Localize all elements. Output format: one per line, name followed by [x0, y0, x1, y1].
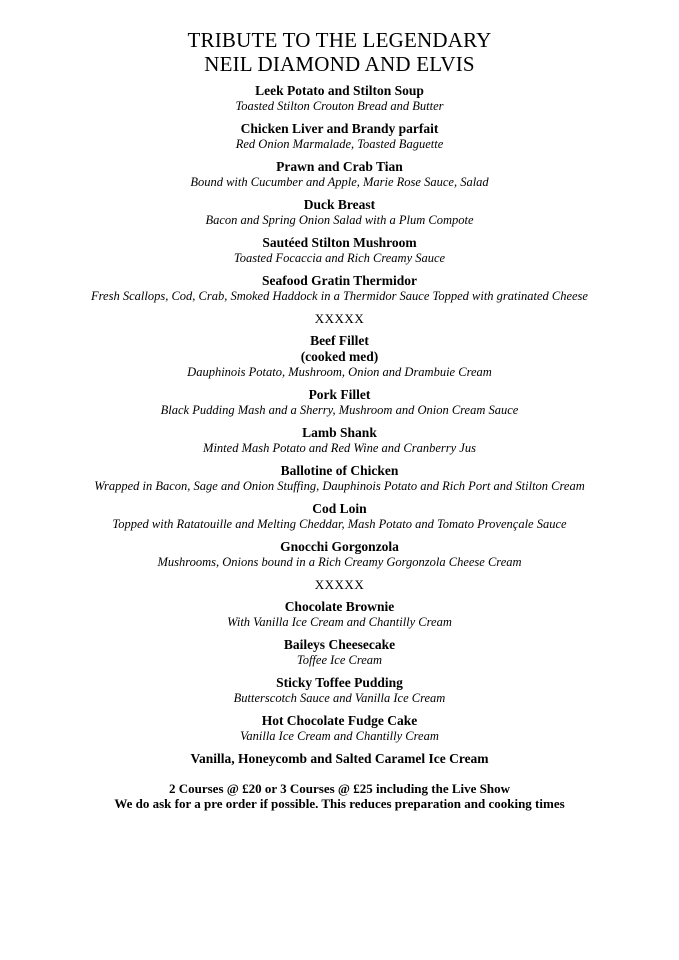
menu-item-note: (cooked med) — [300, 349, 379, 364]
menu-footer — [0, 781, 679, 811]
menu-item-name: Hot Chocolate Fudge Cake — [261, 713, 418, 728]
menu-item-name: Cod Loin — [312, 501, 367, 516]
mains-section — [0, 333, 679, 570]
menu-item — [0, 273, 679, 304]
menu-item-name: Ballotine of Chicken — [280, 463, 399, 478]
menu-item — [0, 713, 679, 744]
menu-page — [0, 28, 679, 811]
menu-item-name: Beef Fillet — [310, 333, 369, 348]
menu-item-description: Toasted Stilton Crouton Bread and Butter — [235, 99, 444, 113]
menu-item — [0, 675, 679, 706]
menu-item — [0, 121, 679, 152]
menu-item-description: Topped with Ratatouille and Melting Cheddar, Mash Potato and Tomato Provençale Sauce — [112, 517, 567, 531]
starters-section — [0, 83, 679, 304]
pricing-text: 2 Courses @ £20 or 3 Courses @ £25 including the Live Show — [168, 781, 511, 796]
menu-item-description: Minted Mash Potato and Red Wine and Cranberry Jus — [203, 441, 476, 455]
menu-title-line-2: NEIL DIAMOND AND ELVIS — [204, 52, 475, 76]
menu-item-name: Leek Potato and Stilton Soup — [255, 83, 424, 98]
menu-item-name: Sticky Toffee Pudding — [276, 675, 403, 690]
menu-item-description: Butterscotch Sauce and Vanilla Ice Cream — [233, 691, 446, 705]
menu-item — [0, 333, 679, 380]
menu-item — [0, 159, 679, 190]
menu-item-name: Seafood Gratin Thermidor — [262, 273, 417, 288]
menu-item-name: Sautéed Stilton Mushroom — [262, 235, 417, 250]
menu-item-name: Chocolate Brownie — [284, 599, 395, 614]
menu-item — [0, 425, 679, 456]
menu-item — [0, 501, 679, 532]
menu-item-name: Prawn and Crab Tian — [276, 159, 403, 174]
menu-item-name: Duck Breast — [303, 197, 376, 212]
menu-item-description: Toasted Focaccia and Rich Creamy Sauce — [233, 251, 446, 265]
menu-item — [0, 463, 679, 494]
menu-title-line-1: TRIBUTE TO THE LEGENDARY — [187, 28, 492, 52]
menu-item-name: Lamb Shank — [302, 425, 377, 440]
menu-item-name: Baileys Cheesecake — [283, 637, 396, 652]
menu-item-name: Pork Fillet — [308, 387, 371, 402]
menu-item-description: Red Onion Marmalade, Toasted Baguette — [235, 137, 444, 151]
preorder-note: We do ask for a pre order if possible. This reduces preparation and cooking times — [114, 796, 565, 811]
course-separator: XXXXX — [314, 577, 365, 592]
menu-item-description: Vanilla Ice Cream and Chantilly Cream — [240, 729, 439, 743]
menu-item-description: Bound with Cucumber and Apple, Marie Rose Sauce, Salad — [190, 175, 489, 189]
menu-item-name: Vanilla, Honeycomb and Salted Caramel Ice Cream — [190, 751, 489, 766]
menu-item — [0, 235, 679, 266]
menu-item-description: Black Pudding Mash and a Sherry, Mushroom and Onion Cream Sauce — [160, 403, 519, 417]
menu-item-description: Toffee Ice Cream — [296, 653, 383, 667]
menu-item-description: With Vanilla Ice Cream and Chantilly Cream — [227, 615, 452, 629]
menu-item-name: Gnocchi Gorgonzola — [280, 539, 399, 554]
menu-item-description: Fresh Scallops, Cod, Crab, Smoked Haddock in a Thermidor Sauce Topped with gratinated Cheese — [91, 289, 588, 303]
menu-item-description: Wrapped in Bacon, Sage and Onion Stuffing, Dauphinois Potato and Rich Port and Stilton Cream — [94, 479, 585, 493]
menu-item-description: Bacon and Spring Onion Salad with a Plum Compote — [205, 213, 474, 227]
menu-title — [0, 28, 679, 76]
menu-item-name: Chicken Liver and Brandy parfait — [240, 121, 439, 136]
menu-item-description: Mushrooms, Onions bound in a Rich Creamy Gorgonzola Cheese Cream — [157, 555, 522, 569]
menu-item — [0, 637, 679, 668]
menu-item — [0, 599, 679, 630]
menu-item-description: Dauphinois Potato, Mushroom, Onion and Drambuie Cream — [187, 365, 492, 379]
desserts-section — [0, 599, 679, 767]
menu-item — [0, 83, 679, 114]
menu-item — [0, 387, 679, 418]
menu-item — [0, 751, 679, 767]
menu-item — [0, 539, 679, 570]
menu-item — [0, 197, 679, 228]
course-separator: XXXXX — [314, 311, 365, 326]
